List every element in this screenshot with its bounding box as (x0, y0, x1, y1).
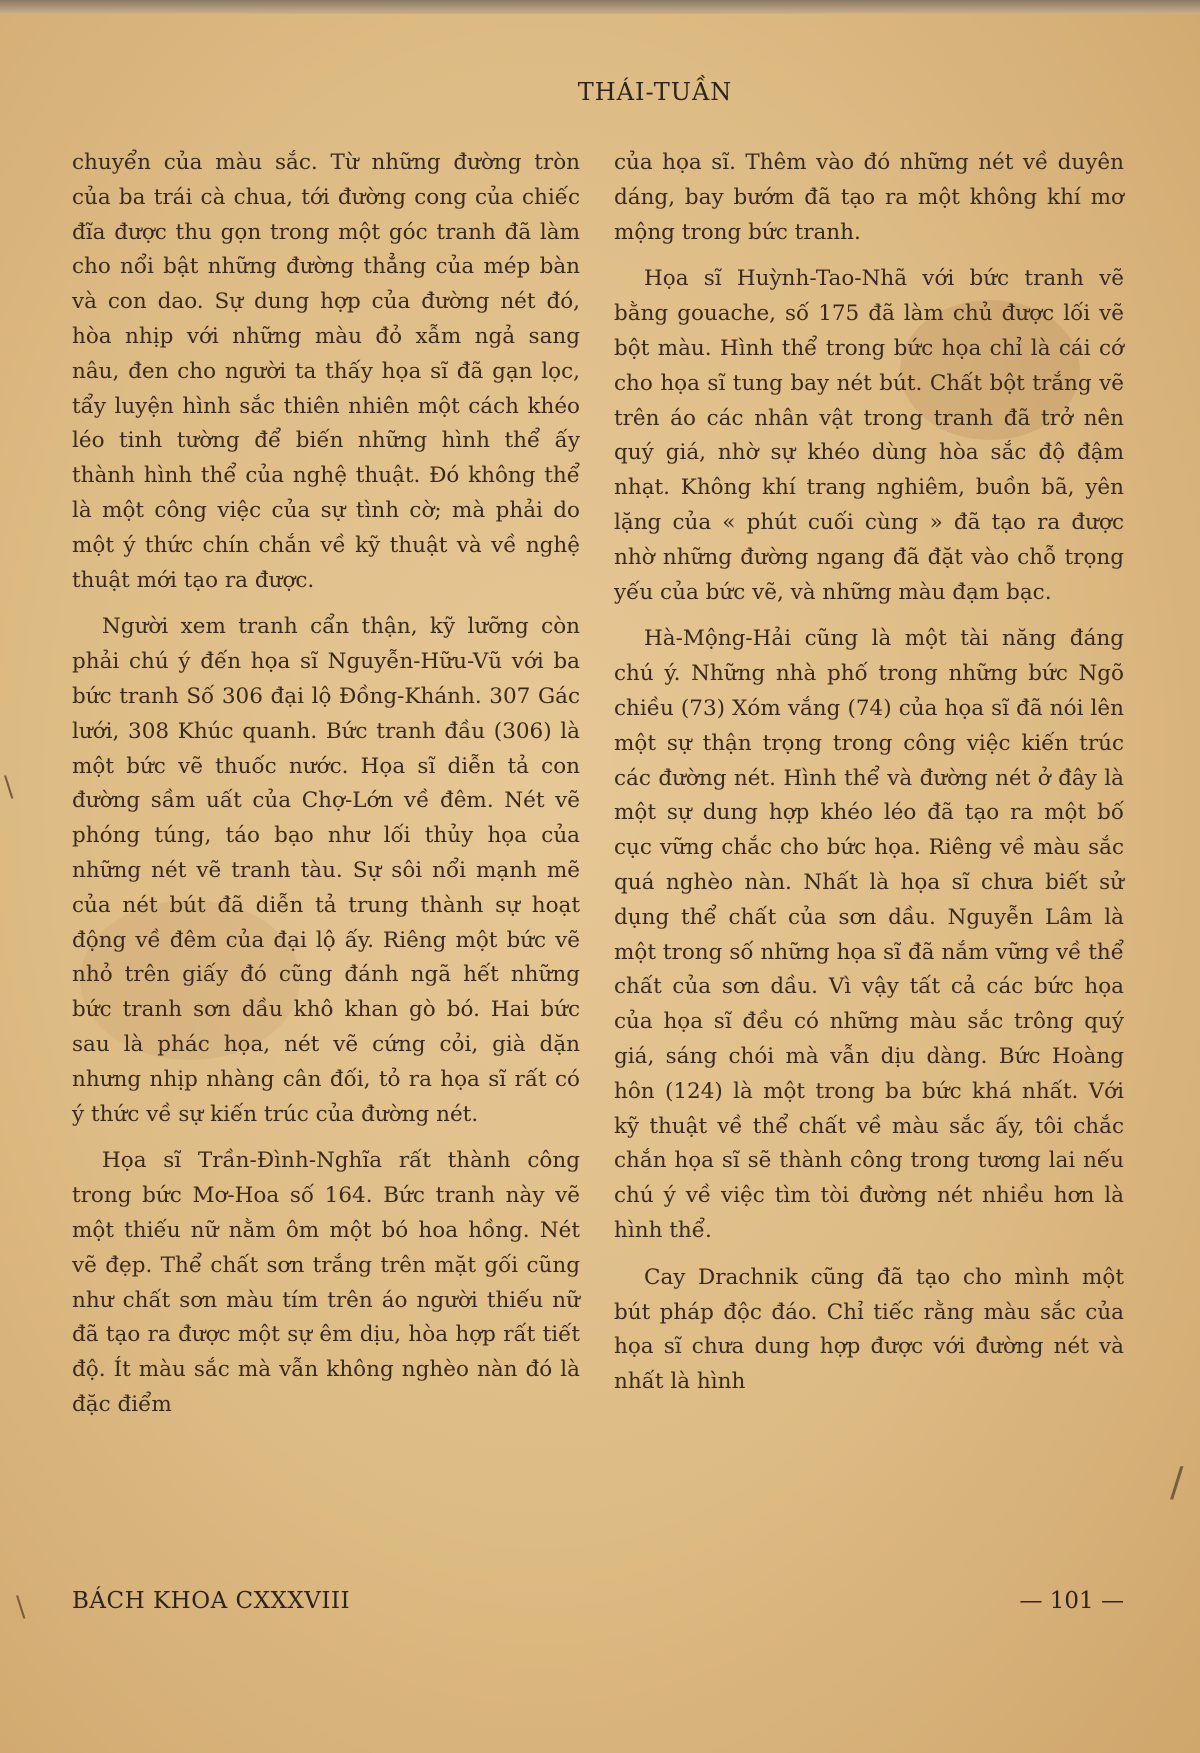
paragraph: Người xem tranh cẩn thận, kỹ lưỡng còn phải chú ý đến họa sĩ Nguyễn-Hữu-Vũ với ba bức tranh Số 306 đại lộ Đồng-Khánh. 307 Gác lưới, 308 Khúc quanh. Bức tranh đầu (306) là một bức vẽ thuốc nước. Họa sĩ diễn tả con đường sầm uất của Chợ-Lớn về đêm. Nét vẽ phóng túng, táo bạo như lối thủy họa của những nét vẽ tranh tàu. Sự sôi nổi mạnh mẽ của nét bút đã diễn tả trung thành sự hoạt động về đêm của đại lộ ấy. Riêng một bức vẽ nhỏ trên giấy đó cũng đánh ngã hết những bức tranh sơn dầu khô khan gò bó. Hai bức sau là phác họa, nét vẽ cứng cỏi, già dặn nhưng nhịp nhàng cân đối, tỏ ra họa sĩ rất có ý thức về sự kiến trúc của đường nét. (72, 614, 580, 1127)
publication-name: BÁCH KHOA CXXXVIII (72, 1588, 351, 1614)
paragraph: Họa sĩ Huỳnh-Tao-Nhã với bức tranh vẽ bằng gouache, số 175 đã làm chủ được lối vẽ bột màu. Hình thể trong bức họa chỉ là cái cớ cho họa sĩ tung bay nét bút. Chất bột trắng vẽ trên áo các nhân vật trong tranh đã trở nên quý giá, nhờ sự khéo dùng hòa sắc độ đậm nhạt. Không khí trang nghiêm, buồn bã, yên lặng của « phút cuối cùng » đã tạo ra được nhờ những đường ngang đã đặt vào chỗ trọng yếu của bức vẽ, và những màu đạm bạc. (614, 266, 1124, 605)
paragraph: chuyển của màu sắc. Từ những đường tròn của ba trái cà chua, tới đường cong của chiếc đĩa được thu gọn trong một góc tranh đã làm cho nổi bật những đường thẳng của mép bàn và con dao. Sự dung hợp của đường nét đó, hòa nhịp với những màu đỏ xẫm ngả sang nâu, đen cho người ta thấy họa sĩ đã gạn lọc, tẩy luyện hình sắc thiên nhiên một cách khéo léo tinh tường để biến những hình thể ấy thành hình thể của nghệ thuật. Đó không thể là một công việc của sự tình cờ; mà phải do một ý thức chín chắn về kỹ thuật và về nghệ thuật mới tạo ra được. (72, 150, 580, 593)
margin-mark: / (1170, 1460, 1184, 1506)
margin-mark: \ (4, 770, 14, 803)
paragraph: Hà-Mộng-Hải cũng là một tài năng đáng chú ý. Những nhà phố trong những bức Ngõ chiều (73) Xóm vắng (74) của họa sĩ đã nói lên một sự thận trọng trong công việc kiến trúc các đường nét. Hình thể và đường nét ở đây là một sự dung hợp khéo léo đã tạo ra một bố cục vững chắc cho bức họa. Riêng về màu sắc quá nghèo nàn. Nhất là họa sĩ chưa biết sử dụng thể chất của sơn dầu. Nguyễn Lâm là một trong số những họa sĩ đã nắm vững về thể chất của sơn dầu. Vì vậy tất cả các bức họa của họa sĩ đều có những màu sắc trông quý giá, sáng chói mà vẫn dịu dàng. Bức Hoàng hôn (124) là một trong ba bức khá nhất. Với kỹ thuật về thể chất về màu sắc ấy, tôi chắc chắn họa sĩ sẽ thành công trong tương lai nếu chú ý về việc tìm tòi đường nét nhiều hơn là hình thể. (614, 626, 1124, 1243)
paragraph: Họa sĩ Trần-Đình-Nghĩa rất thành công trong bức Mơ-Hoa số 164. Bức tranh này vẽ một thiếu nữ nằm ôm một bó hoa hồng. Nét vẽ đẹp. Thể chất sơn trắng trên mặt gối cũng như chất sơn màu tím trên áo người thiếu nữ đã tạo ra được một sự êm dịu, hòa hợp rất tiết độ. Ít màu sắc mà vẫn không nghèo nàn đó là đặc điểm (72, 1148, 580, 1417)
page-top-edge (0, 0, 1200, 14)
right-column (614, 146, 1124, 1412)
paragraph: của họa sĩ. Thêm vào đó những nét về duyên dáng, bay bướm đã tạo ra một không khí mơ mộng trong bức tranh. (614, 150, 1124, 245)
paragraph: Cay Drachnik cũng đã tạo cho mình một bút pháp độc đáo. Chỉ tiếc rằng màu sắc của họa sĩ chưa dung hợp được với đường nét và nhất là hình (614, 1264, 1124, 1395)
page-number: — 101 — (1019, 1588, 1124, 1614)
running-header: THÁI-TUẦN (577, 78, 733, 106)
left-column (72, 146, 580, 1435)
margin-mark: \ (16, 1590, 26, 1623)
